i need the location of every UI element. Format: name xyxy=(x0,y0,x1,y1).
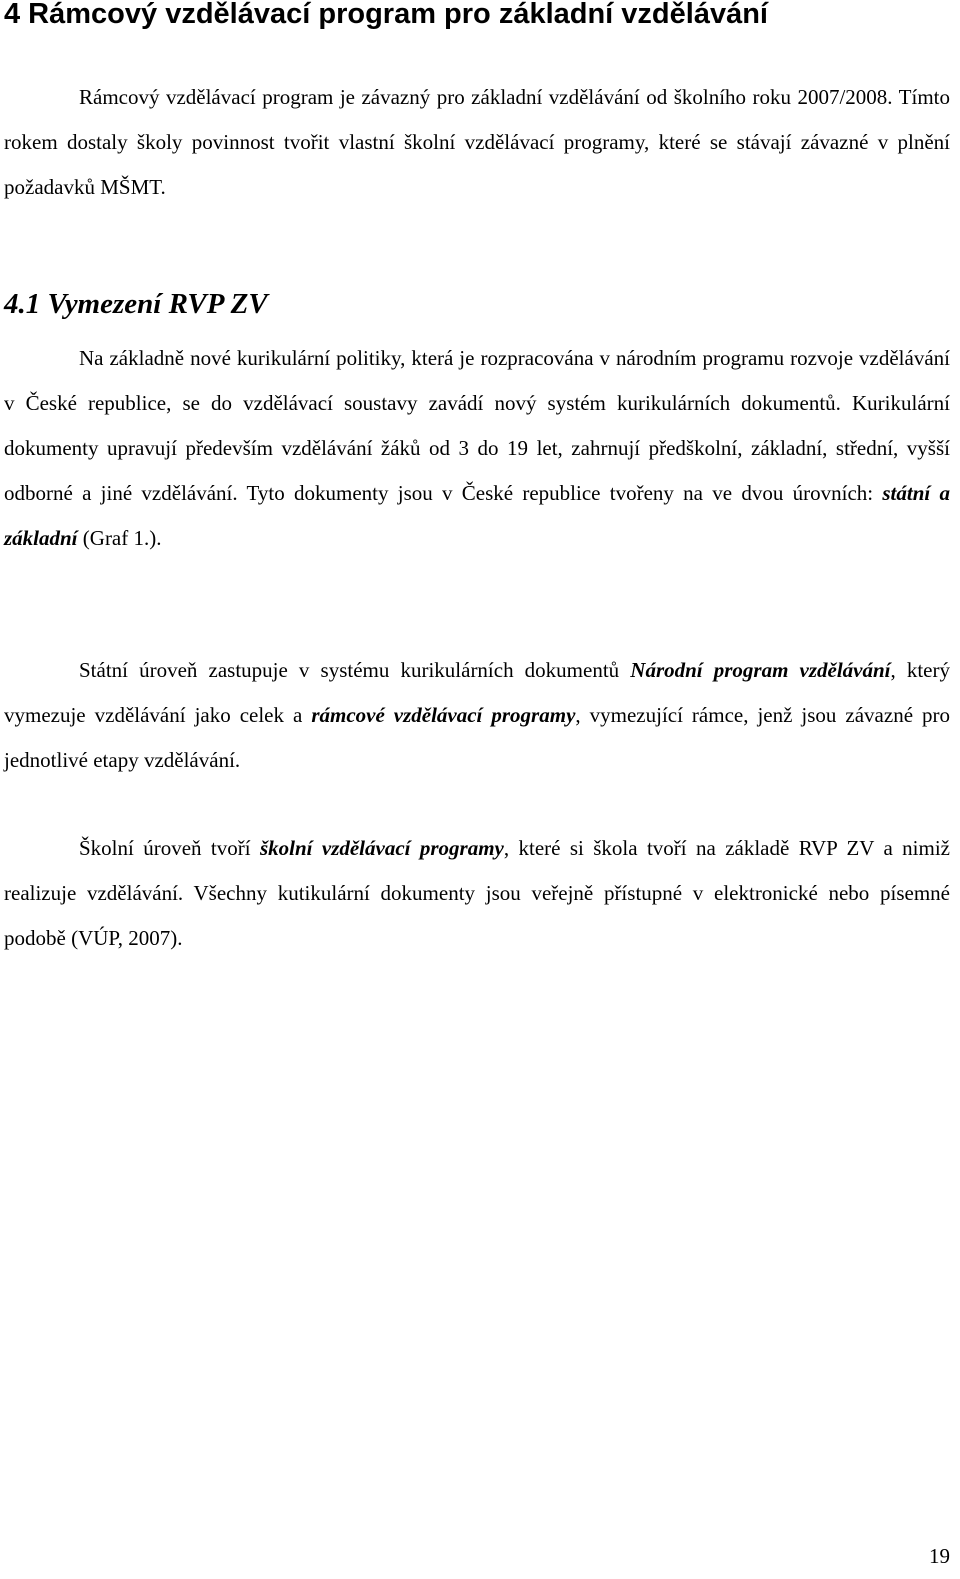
paragraph-text: Školní úroveň tvoří xyxy=(79,836,260,860)
emphasis-framework-programs: rámcové vzdělávací programy xyxy=(311,703,576,727)
paragraph-text: (Graf 1.). xyxy=(77,526,162,550)
emphasis-levels: státní a základní xyxy=(4,481,950,550)
paragraph-text: Na základně nové kurikulární politiky, která je rozpracována v národním programu rozvoje vzdělávání v České republice, se do vzdělávací soustavy zavádí nový systém kurikulárních dokumentů. Kurikulární dokumenty upravují především vzdělávání žáků od 3 do 19 let, zahrnují předškolní, základní, střední, vyšší odborné a jiné vzdělávání. Tyto dokumenty jsou v České republice tvořeny na ve dvou úrovních: xyxy=(4,346,950,505)
paragraph-intro: Rámcový vzdělávací program je závazný pro základní vzdělávání od školního roku 2007/2008. Tímto rokem dostaly školy povinnost tvořit vlastní školní vzdělávací programy, které se stávají závazné v plnění požadavků MŠMT. xyxy=(4,85,950,199)
section-title: 4.1 Vymezení RVP ZV xyxy=(4,288,268,320)
paragraph-curriculum-policy xyxy=(4,336,950,561)
page-number: 19 xyxy=(929,1544,950,1568)
paragraph-text: Státní úroveň zastupuje v systému kurikulárních dokumentů xyxy=(79,658,631,682)
paragraph-school-level xyxy=(4,826,950,961)
emphasis-national-program: Národní program vzdělávání xyxy=(630,658,891,682)
paragraph-text: , vymezující rámce, jenž jsou závazné pro jednotlivé etapy vzdělávání. xyxy=(4,703,951,772)
paragraph-state-level xyxy=(4,648,950,783)
chapter-title: 4 Rámcový vzdělávací program pro základní vzdělávání xyxy=(4,0,768,30)
paragraph-text: , který vymezuje vzdělávání jako celek a xyxy=(4,658,950,727)
paragraph-text: , které si škola tvoří na základě RVP ZV a nimiž realizuje vzdělávání. Všechny kutikulární dokumenty jsou veřejně přístupné v elektronické nebo písemné podobě (VÚP, 2007). xyxy=(4,836,950,950)
emphasis-school-programs: školní vzdělávací programy xyxy=(259,836,504,860)
